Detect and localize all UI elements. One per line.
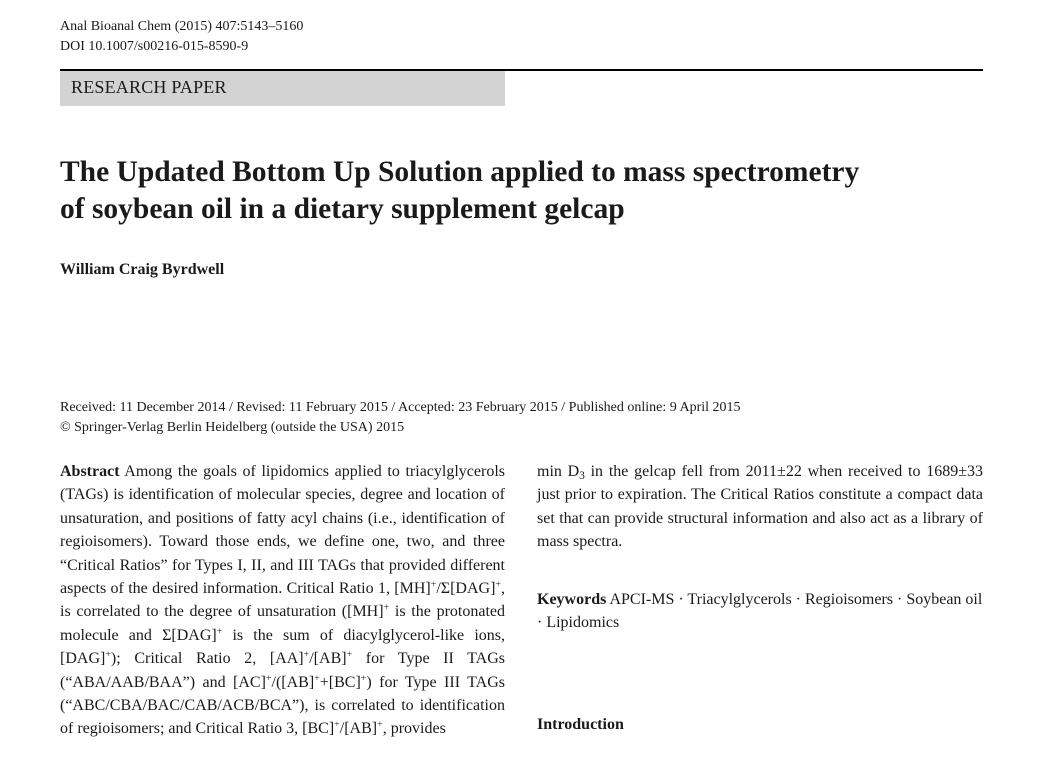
superscript-plus: +: [360, 672, 367, 684]
paper-title: [60, 154, 990, 228]
superscript-plus: +: [430, 578, 437, 590]
abstract-text: is the protonated molecule and Σ[DAG]: [60, 603, 506, 644]
abstract-paragraph: [60, 460, 505, 741]
article-type-banner: RESEARCH PAPER: [60, 71, 505, 106]
journal-doi: DOI 10.1007/s00216-015-8590-9: [60, 39, 249, 54]
superscript-plus: +: [346, 649, 353, 661]
section-heading-introduction: Introduction: [537, 716, 624, 733]
author-name: William Craig Byrdwell: [60, 261, 225, 278]
superscript-plus: +: [105, 649, 111, 661]
paper-title-line-1: The Updated Bottom Up Solution applied to mass spectrometry: [60, 156, 860, 188]
abstract-text: min D: [537, 463, 580, 480]
abstract-right-column: [537, 460, 983, 554]
abstract-text: Among the goals of lipidomics applied to triacylglycerols (TAGs) is identification of molecular species, degree and location of unsaturation, and positions of fatty acyl chains (i.e., identification of regioisomers). Toward those ends, we define one, two, and three “Critical Ratios” for Types I, II, and III TAGs that provided different aspects of the desired information. Critical Ratio 1, [MH]: [60, 463, 505, 598]
abstract-text: /[AB]: [309, 650, 347, 668]
paper-title-line-2: of soybean oil in a dietary supplement gelcap: [60, 193, 625, 225]
superscript-plus: +: [383, 602, 390, 614]
abstract-text: , provides: [382, 720, 446, 738]
keywords-list: APCI-MS · Triacylglycerols · Regioisomers · Soybean oil · Lipidomics: [537, 591, 983, 632]
article-dates: Received: 11 December 2014 / Revised: 11 February 2015 / Accepted: 23 February 2015 / Published online: 9 April 2015: [60, 400, 741, 415]
superscript-plus: +: [495, 578, 501, 590]
article-history: [60, 398, 741, 438]
superscript-plus: +: [377, 719, 383, 731]
journal-citation: Anal Bioanal Chem (2015) 407:5143–5160: [60, 19, 304, 34]
abstract-label: Abstract: [60, 463, 120, 480]
abstract-continuation: [537, 460, 983, 554]
keywords-label: Keywords: [537, 591, 607, 608]
abstract-left-column: [60, 460, 505, 741]
abstract-text: is the sum of diacylglycerol-like ions, [DAG]: [60, 626, 505, 668]
superscript-plus: +: [265, 672, 272, 684]
superscript-plus: +: [216, 625, 223, 637]
abstract-text: , is correlated to the degree of unsaturation ([MH]: [60, 580, 505, 621]
keywords-block: [537, 588, 983, 635]
superscript-plus: +: [334, 719, 340, 731]
abstract-text: +[BC]: [319, 673, 361, 691]
subscript-3: 3: [579, 469, 585, 482]
abstract-text: /[AB]: [339, 720, 378, 738]
abstract-text: ); Critical Ratio 2, [AA]: [110, 650, 304, 668]
abstract-text: /([AB]: [271, 673, 315, 691]
superscript-plus: +: [303, 649, 310, 661]
journal-meta: [60, 17, 303, 57]
abstract-text: /Σ[DAG]: [436, 580, 496, 598]
copyright-notice: © Springer-Verlag Berlin Heidelberg (outside the USA) 2015: [60, 420, 405, 435]
abstract-text: for Type II TAGs (“ABA/AAB/BAA”) and [AC]: [60, 650, 505, 691]
abstract-text: ) for Type III TAGs (“ABC/CBA/BAC/CAB/ACB/BCA”), is correlated to identification of regioisomers; and Critical Ratio 3, [BC]: [60, 673, 505, 738]
superscript-plus: +: [314, 672, 320, 684]
abstract-text: in the gelcap fell from 2011±22 when received to 1689±33 just prior to expiration. The Critical Ratios constitute a compact data set that can provide structural information and also act as a library of mass spectra.: [537, 463, 983, 551]
